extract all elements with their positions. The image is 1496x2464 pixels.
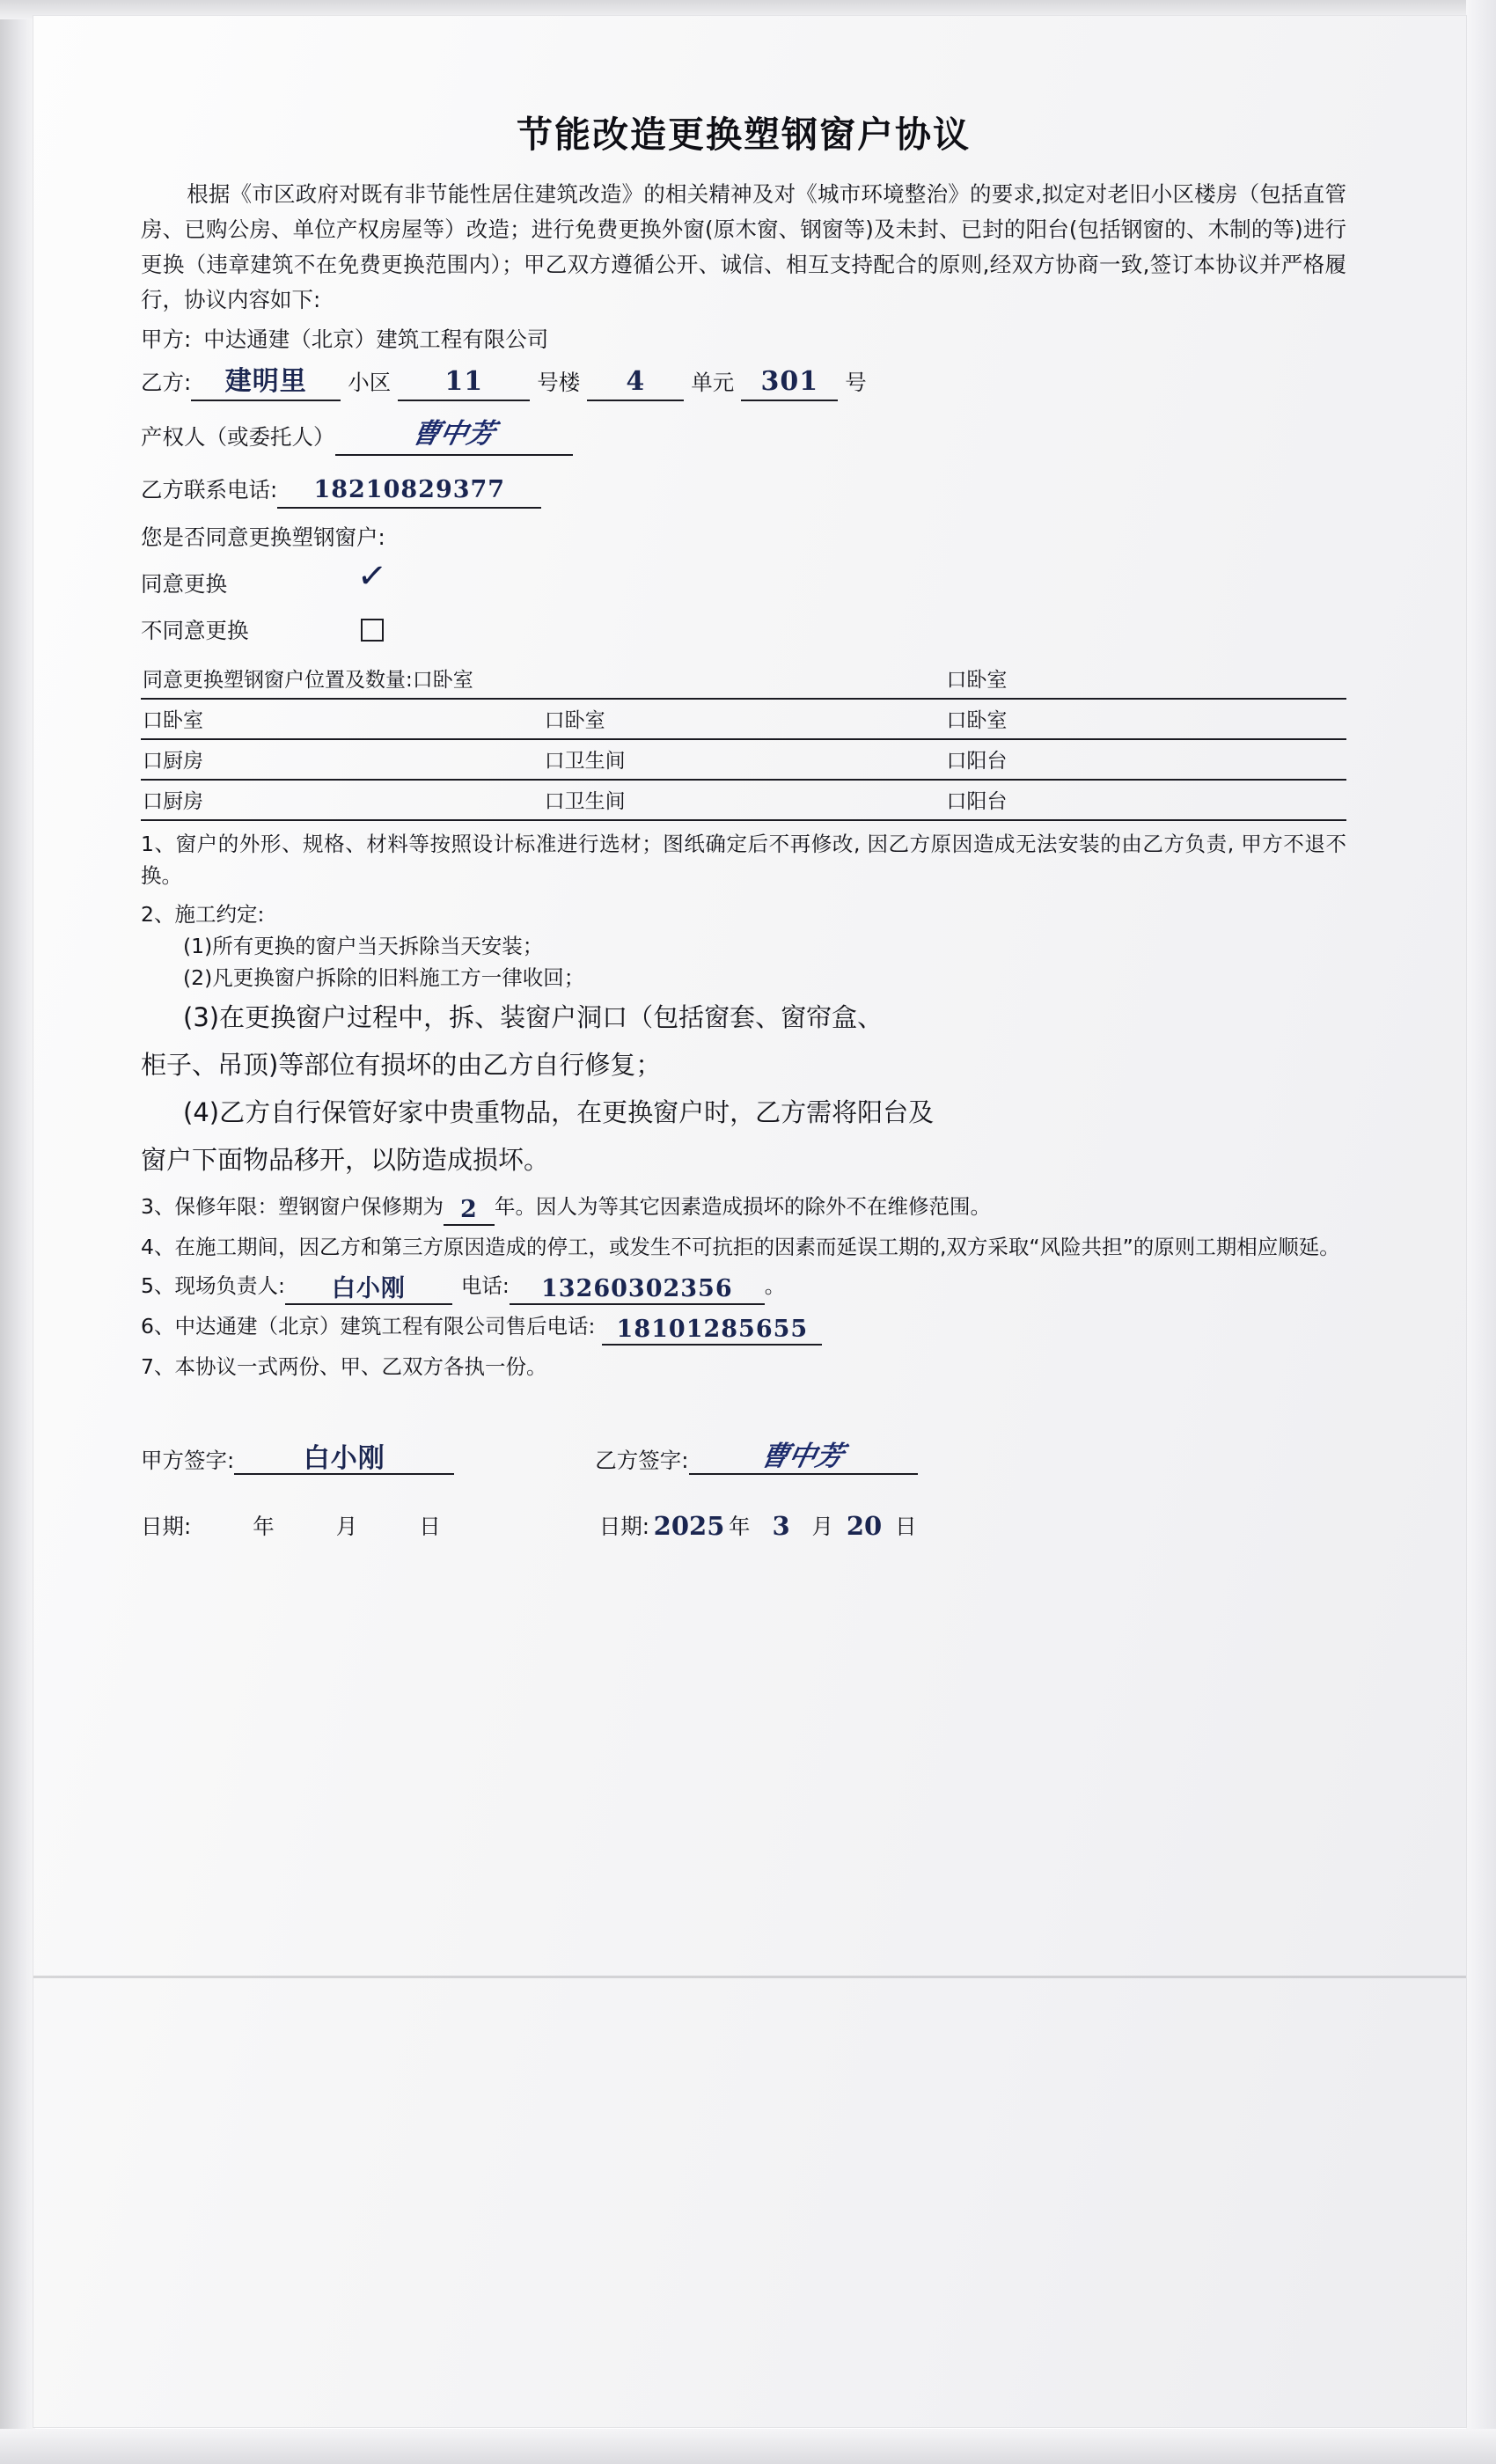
term-5-number: 5、 — [141, 1273, 175, 1298]
loc-cell-1-0[interactable]: 口卧室 — [141, 699, 543, 739]
loc-cell-0-2[interactable]: 口卧室 — [944, 659, 1346, 699]
party-a-signature-label: 甲方签字: — [141, 1448, 235, 1473]
loc-cell-0-0[interactable]: 口卧室 — [412, 669, 473, 692]
phone-value: 18210829377 — [313, 476, 506, 503]
option-agree-label: 同意更换 — [141, 571, 227, 597]
document-title: 节能改造更换塑钢窗户协议 — [517, 114, 971, 156]
term-7-text: 本协议一式两份、甲、乙双方各执一份。 — [174, 1354, 547, 1379]
term-5-pre: 现场负责人: — [174, 1273, 285, 1298]
aftersales-phone-field[interactable] — [602, 1312, 822, 1346]
community-label: 小区 — [348, 370, 392, 395]
table-row — [141, 739, 1346, 780]
loc-cell-3-2[interactable]: 口阳台 — [944, 780, 1346, 820]
checkmark-icon: ✓ — [355, 554, 389, 598]
community-field[interactable] — [191, 362, 341, 401]
window-location-table — [141, 659, 1346, 821]
term-1 — [141, 828, 1346, 891]
party-b-label: 乙方: — [141, 370, 192, 395]
term-2-sub-3-cont: 柜子、吊顶)等部位有损坏的由乙方自行修复； — [141, 1050, 662, 1080]
loc-cell-3-0[interactable]: 口厨房 — [141, 780, 543, 820]
loc-cell-1-1[interactable]: 口卧室 — [543, 699, 945, 739]
loc-cell-3-1[interactable]: 口卫生间 — [543, 780, 945, 820]
phone-label: 乙方联系电话: — [141, 477, 278, 502]
date-row — [141, 1510, 1346, 1541]
term-3-number: 3、 — [141, 1194, 175, 1219]
site-manager-field[interactable] — [285, 1272, 452, 1305]
table-row — [141, 699, 1346, 739]
party-b-signature-value: 曹中芳 — [758, 1441, 847, 1472]
term-5-post: 。 — [764, 1273, 786, 1298]
date-right-day-value[interactable]: 20 — [846, 1511, 883, 1541]
community-value: 建明里 — [224, 366, 307, 397]
date-left-day-unit: 日 — [419, 1514, 441, 1539]
term-2-sub-4-cont: 窗户下面物品移开，以防造成损坏。 — [141, 1145, 550, 1175]
party-b-signature — [595, 1434, 917, 1475]
scan-edge-right — [1466, 0, 1496, 2464]
party-a-signature — [141, 1434, 454, 1475]
intro-text: 根据《市区政府对既有非节能性居住建筑改造》的相关精神及对《城市环境整治》的要求,拟定对老旧小区楼房（包括直管房、已购公房、单位产权房屋等）改造；进行免费更换外窗(原木窗、钢窗等)及未封、已封的阳台(包括钢窗的、木制的等)进行更换（违章建筑不在免费更换范围内）；甲乙双方遵循公开、诚信、相互支持配合的原则,经双方协商一致,签订本协议并严格履行，协议内容如下: — [141, 181, 1346, 312]
date-right-day-unit: 日 — [895, 1514, 917, 1539]
term-7 — [141, 1351, 1346, 1382]
unit-label: 单元 — [691, 370, 735, 395]
building-field[interactable] — [398, 362, 530, 401]
term-3-pre: 保修年限：塑钢窗户保修期为 — [174, 1194, 444, 1219]
site-manager-value: 白小刚 — [331, 1275, 406, 1302]
terms-list — [141, 828, 1346, 1382]
signature-row — [141, 1434, 1346, 1475]
party-a-signature-value: 白小刚 — [303, 1443, 385, 1474]
phone-row — [141, 470, 1346, 509]
scan-edge-bottom — [0, 2429, 1496, 2464]
building-value: 11 — [444, 366, 484, 397]
site-manager-phone-field[interactable] — [510, 1272, 765, 1305]
term-2-text: 施工约定: — [174, 902, 265, 927]
term-4-text: 在施工期间，因乙方和第三方原因造成的停工，或发生不可抗拒的因素而延误工期的,双方采取“风险共担”的原则工期相应顺延。 — [174, 1235, 1340, 1259]
loc-cell-2-0[interactable]: 口厨房 — [141, 739, 543, 780]
option-disagree[interactable] — [141, 614, 1346, 645]
paper-fold-line — [33, 1976, 1466, 1978]
term-2-sub-4: (4)乙方自行保管好家中贵重物品，在更换窗户时，乙方需将阳台及 — [183, 1097, 935, 1127]
option-agree[interactable] — [141, 554, 1346, 598]
term-6 — [141, 1310, 1346, 1344]
term-1-number: 1、 — [141, 832, 176, 856]
building-label: 号楼 — [537, 370, 581, 395]
party-a-signature-field[interactable] — [234, 1434, 454, 1475]
phone-field[interactable] — [277, 470, 541, 509]
term-5-mid: 电话: — [460, 1273, 510, 1298]
checkbox-unchecked-icon[interactable] — [361, 619, 384, 642]
locations-lead-cell — [141, 659, 543, 699]
party-a-label: 甲方: — [141, 326, 192, 352]
date-left-year-unit: 年 — [253, 1514, 275, 1539]
term-2 — [141, 898, 1346, 1184]
term-2-sub-1: (1)所有更换的窗户当天拆除当天安装； — [183, 934, 544, 958]
term-3-post: 年。因人为等其它因素造成损坏的除外不在维修范围。 — [494, 1194, 991, 1219]
owner-label: 产权人（或委托人） — [141, 424, 335, 450]
owner-field[interactable] — [335, 415, 573, 456]
room-label: 号 — [845, 370, 867, 395]
date-left-month-unit: 月 — [335, 1514, 358, 1539]
table-row — [141, 780, 1346, 820]
date-right-year-unit: 年 — [729, 1514, 751, 1539]
date-right-month-unit: 月 — [811, 1514, 834, 1539]
term-5 — [141, 1270, 1346, 1303]
loc-cell-2-2[interactable]: 口阳台 — [944, 739, 1346, 780]
date-right-label: 日期: — [598, 1514, 650, 1539]
term-4-number: 4、 — [141, 1235, 175, 1259]
date-right-year-value[interactable]: 2025 — [653, 1511, 725, 1541]
consent-question: 您是否同意更换塑钢窗户: — [141, 524, 385, 550]
locations-lead-label: 同意更换塑钢窗户位置及数量: — [143, 669, 413, 692]
warranty-years-value: 2 — [460, 1196, 478, 1223]
room-value: 301 — [760, 366, 819, 397]
document-content — [141, 106, 1346, 1541]
term-6-pre: 中达通建（北京）建筑工程有限公司售后电话: — [174, 1314, 596, 1338]
intro-paragraph — [141, 177, 1346, 318]
unit-field[interactable] — [587, 362, 684, 401]
party-a-row — [141, 321, 1346, 358]
date-left-label: 日期: — [141, 1514, 192, 1539]
term-1-text: 窗户的外形、规格、材料等按照设计标准进行选材；图纸确定后不再修改, 因乙方原因造成无法安装的由乙方负责, 甲方不退不换。 — [141, 832, 1346, 888]
term-2-number: 2、 — [141, 902, 175, 927]
room-field[interactable] — [741, 362, 838, 401]
party-b-signature-field[interactable] — [689, 1434, 918, 1475]
party-b-signature-label: 乙方签字: — [595, 1448, 689, 1473]
warranty-years-field[interactable] — [444, 1192, 495, 1226]
option-disagree-label: 不同意更换 — [141, 618, 249, 643]
aftersales-phone-value: 18101285655 — [616, 1316, 809, 1343]
loc-cell-1-2[interactable]: 口卧室 — [944, 699, 1346, 739]
table-row — [141, 659, 1346, 699]
party-b-row — [141, 362, 1346, 401]
term-7-number: 7、 — [141, 1354, 175, 1379]
term-2-sub-2: (2)凡更换窗户拆除的旧料施工方一律收回； — [183, 965, 585, 990]
scan-edge-left — [0, 0, 35, 2464]
date-right-month-value[interactable]: 3 — [772, 1511, 790, 1541]
loc-cell-2-1[interactable]: 口卫生间 — [543, 739, 945, 780]
term-4 — [141, 1231, 1346, 1263]
term-3 — [141, 1191, 1346, 1224]
party-a-value: 中达通建（北京）建筑工程有限公司 — [203, 326, 549, 352]
term-6-number: 6、 — [141, 1314, 175, 1338]
site-manager-phone-value: 13260302356 — [540, 1275, 733, 1302]
owner-row — [141, 415, 1346, 456]
term-2-sub-3: (3)在更换窗户过程中，拆、装窗户洞口（包括窗套、窗帘盒、 — [183, 1002, 884, 1032]
owner-value: 曹中芳 — [409, 418, 498, 450]
loc-cell-0-1[interactable] — [543, 659, 945, 699]
unit-value: 4 — [626, 366, 646, 397]
